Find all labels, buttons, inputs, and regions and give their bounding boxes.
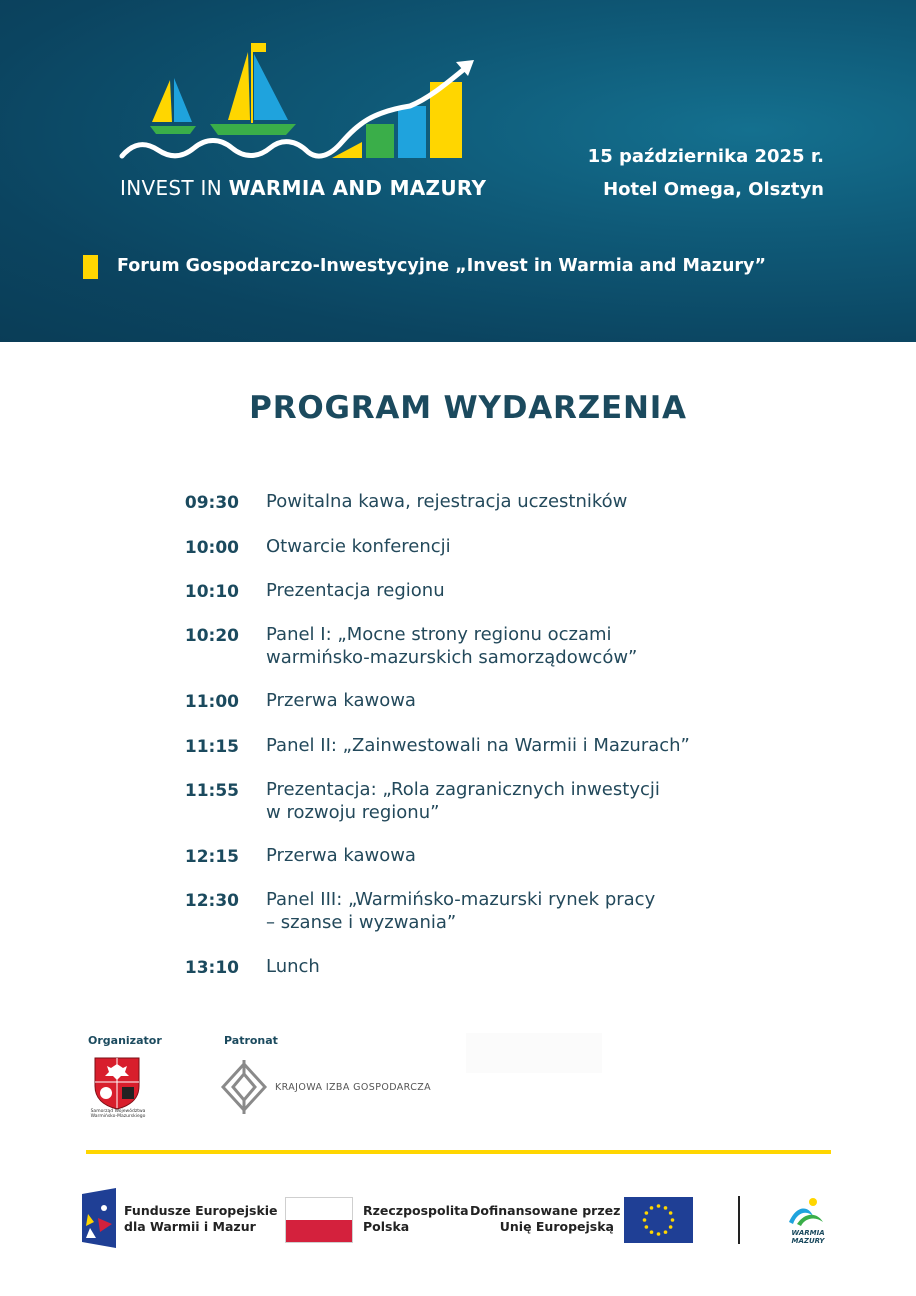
patron-name: KRAJOWA IZBA GOSPODARCZA [275,1082,432,1093]
agenda-text: Przerwa kawowa [266,845,416,866]
agenda-text: Lunch [266,956,320,977]
european-funds-logo-icon [82,1188,116,1248]
event-date: 15 października 2025 r. [587,146,824,167]
agenda-text: Przerwa kawowa [266,690,416,711]
program-title: PROGRAM WYDARZENIA [249,390,687,426]
event-place: Hotel Omega, Olsztyn [603,179,824,200]
agenda-time: 11:55 [184,781,239,801]
eu-star-icon [645,1225,649,1229]
polish-flag-icon [285,1197,353,1243]
agenda-time: 10:00 [184,538,239,558]
eu-star-icon [664,1206,668,1210]
agenda-time: 11:15 [184,737,239,757]
forum-accent-bar [83,255,98,279]
warmia-mazury-logo-icon [783,1194,833,1244]
coat-of-arms-icon [93,1056,141,1110]
header-banner [0,0,916,342]
agenda-time: 12:30 [184,891,239,911]
agenda-time: 10:10 [184,582,239,602]
event-date-place [588,140,824,206]
logo-wordmark-bold: WARMIA AND MAZURY [228,176,487,200]
agenda-text: Panel II: „Zainwestowali na Warmii i Mazurach” [266,735,690,756]
eu-star-icon [657,1232,661,1236]
agenda-time: 12:15 [184,847,239,867]
blank-logo-area [466,1033,602,1073]
republic-poland-text [363,1203,469,1235]
eu-star-icon [671,1218,675,1222]
patron-label: Patronat [224,1034,278,1047]
republic-poland-line2: Polska [363,1219,410,1234]
sailboats-growth-logo-icon [110,38,490,168]
eu-star-icon [643,1218,647,1222]
forum-title: Forum Gospodarczo-Inwestycyjne „Invest in Warmia and Mazury” [117,256,766,276]
eu-star-icon [645,1211,649,1215]
agenda-time: 13:10 [184,958,239,978]
organizer-caption: Samorząd Województwa Warmińsko-Mazurskiego [90,1109,146,1119]
organizer-label: Organizator [88,1034,162,1047]
eu-star-icon [669,1225,673,1229]
eu-star-icon [650,1206,654,1210]
european-funds-line1: Fundusze Europejskie [124,1203,278,1218]
agenda-time: 10:20 [184,626,239,646]
logo-wordmark-light: INVEST IN [120,176,229,200]
european-funds-line2: dla Warmii i Mazur [124,1219,256,1234]
eu-star-icon [669,1211,673,1215]
agenda-text: Prezentacja: „Rola zagranicznych inwestycji w rozwoju regionu” [266,779,660,823]
agenda-text: Prezentacja regionu [266,580,445,601]
agenda-time: 09:30 [184,493,239,513]
eu-funding-line1: Dofinansowane przez [470,1203,621,1218]
eu-flag-icon [624,1197,693,1243]
agenda-text: Powitalna kawa, rejestracja uczestników [266,491,628,512]
eu-funding-line2: Unię Europejską [499,1219,614,1234]
eu-star-icon [650,1230,654,1234]
agenda-text: Otwarcie konferencji [266,536,451,557]
republic-poland-line1: Rzeczpospolita [363,1203,469,1218]
agenda-time: 11:00 [184,692,239,712]
agenda-text: Panel III: „Warmińsko-mazurski rynek pracy – szanse i wyzwania” [266,889,656,933]
eu-funding-text [470,1203,621,1235]
footer-separator [738,1196,740,1244]
eu-star-icon [657,1204,661,1208]
agenda-text: Panel I: „Mocne strony regionu oczami warmińsko-mazurskich samorządowców” [266,624,638,668]
logo-wordmark [120,176,486,200]
wm-logo-line1: WARMIA [791,1229,825,1237]
kig-logo-icon [219,1060,269,1114]
yellow-divider [86,1150,831,1154]
eu-star-icon [664,1230,668,1234]
wm-logo-line2: MAZURY [791,1237,825,1244]
european-funds-text [124,1203,278,1235]
